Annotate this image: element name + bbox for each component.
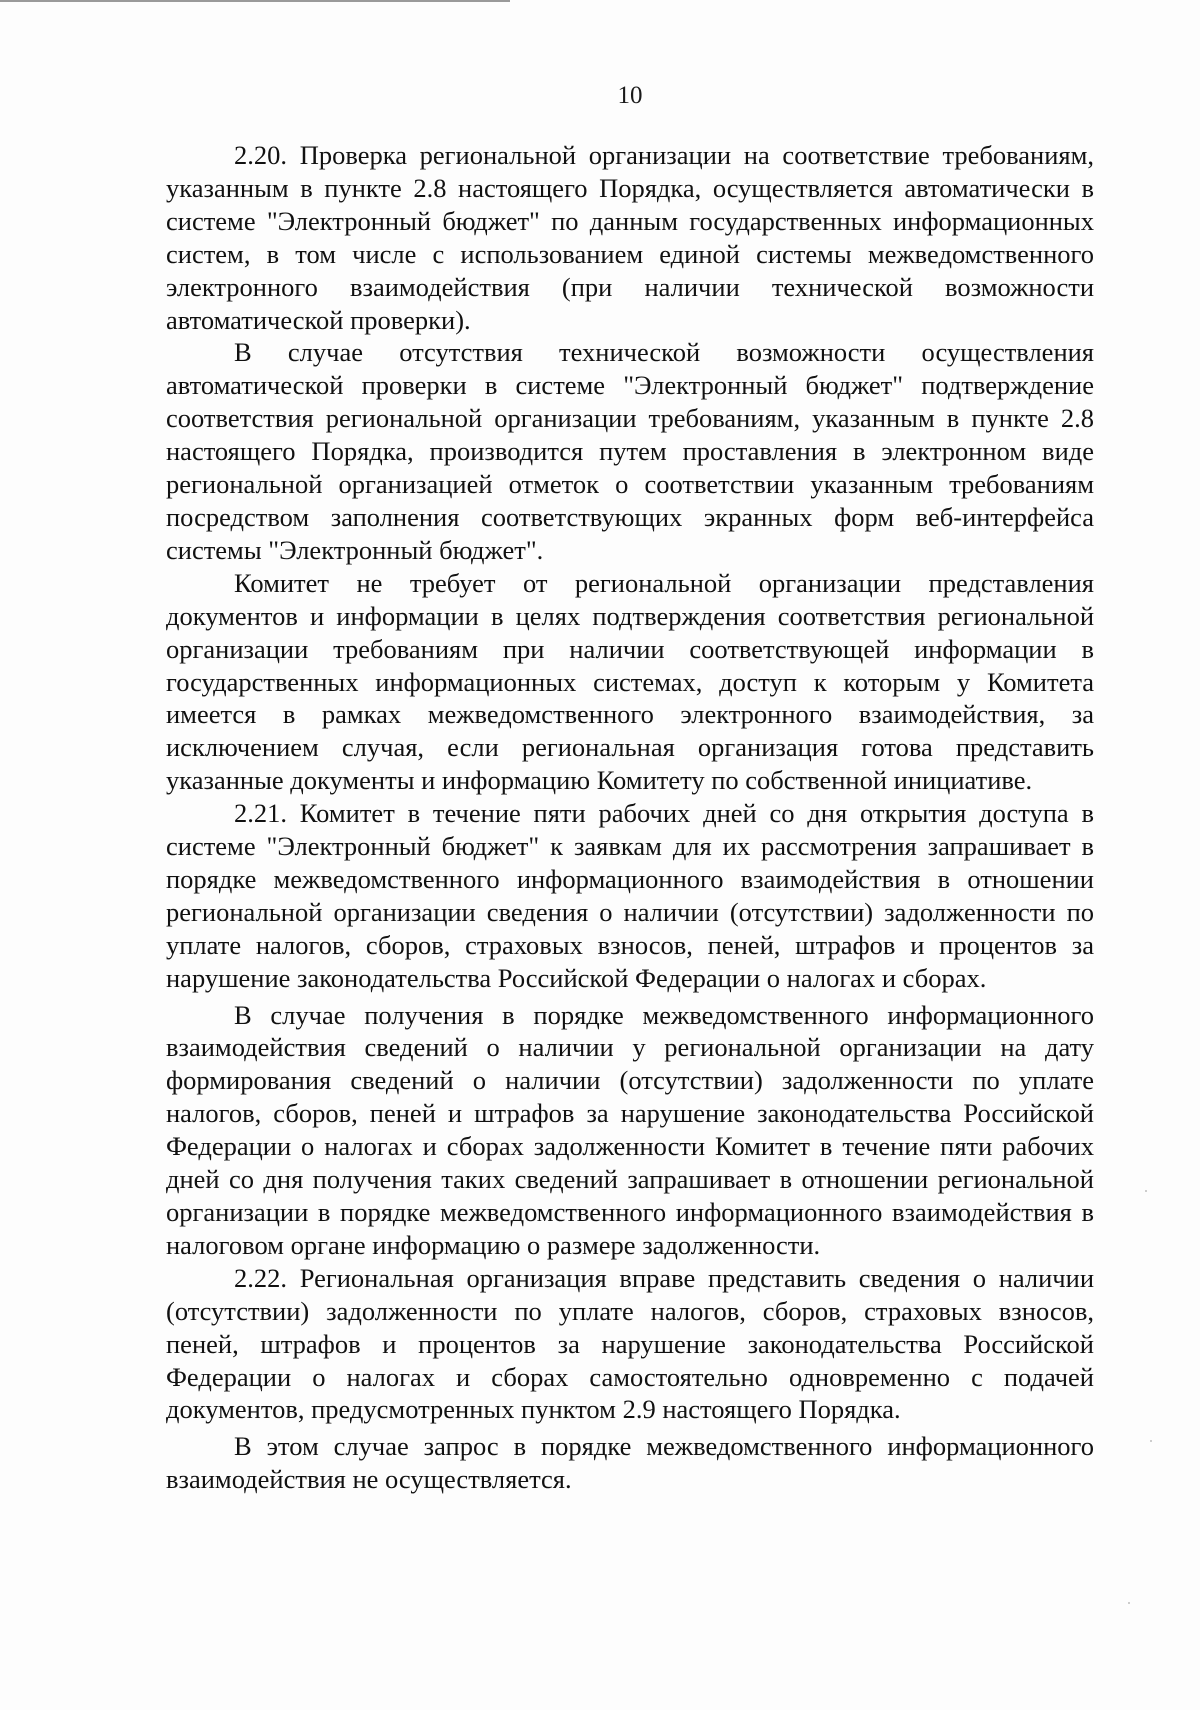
paragraph-2-20: 2.20. Проверка региональной организации на соответствие требованиям, указанным в пункте 2.8 настоящего Порядка, осуществляется автоматически в системе "Электронный бюджет" по данным государственных информационных систем, в том числе с использованием единой системы межведомственного электронного взаимодействия (при наличии технической возможности автоматической проверки). — [166, 140, 1094, 335]
scan-speck — [1145, 1190, 1147, 1192]
scan-edge-line — [0, 0, 510, 2]
page-number: 10 — [617, 82, 643, 109]
paragraph-committee-does-not-require: Комитет не требует от региональной организации представления документов и информации в целях подтверждения соответствия региональной организации требованиям при наличии соответствующей информации в государственных информационных системах, доступ к которым у Комитета имеется в рамках межведомственного электронного взаимодействия, за исключением случая, если региональная организация готова представить указанные документы и информацию Комитету по собственной инициативе. — [166, 567, 1094, 796]
paragraph-2-21: 2.21. Комитет в течение пяти рабочих дней со дня открытия доступа в системе "Электронный бюджет" к заявкам для их рассмотрения запрашивает в порядке межведомственного информационного взаимодействия в отношении региональной организации сведения о наличии (отсутствии) задолженности по уплате налогов, сборов, страховых взносов, пеней, штрафов и процентов за нарушение законодательства Российской Федерации о налогах и сборах. — [166, 798, 1094, 993]
paragraph-no-technical-possibility: В случае отсутствия технической возможности осуществления автоматической проверки в системе "Электронный бюджет" подтверждение соответствия региональной организации требованиям, указанным в пункте 2.8 настоящего Порядка, производится путем проставления в электронном виде региональной организацией отметок о соответствии указанным требованиям посредством заполнения соответствующих экранных форм веб-интерфейса системы "Электронный бюджет". — [166, 337, 1094, 565]
document-body — [166, 139, 1094, 1496]
paragraph-debt-information: В случае получения в порядке межведомственного информационного взаимодействия сведений о наличии у региональной организации на дату формирования сведений о наличии (отсутствии) задолженности по уплате налогов, сборов, пеней и штрафов за нарушение законодательства Российской Федерации о налогах и сборах задолженности Комитет в течение пяти рабочих дней со дня получения таких сведений запрашивает в отношении региональной организации в порядке межведомственного информационного взаимодействия в налоговом органе информацию о размере задолженности. — [166, 999, 1094, 1260]
scan-speck — [1128, 1602, 1130, 1604]
paragraph-request-not-performed: В этом случае запрос в порядке межведомственного информационного взаимодействия не осуществляется. — [166, 1431, 1094, 1495]
paragraph-2-22: 2.22. Региональная организация вправе представить сведения о наличии (отсутствии) задолженности по уплате налогов, сборов, страховых взносов, пеней, штрафов и процентов за нарушение законодательства Российской Федерации о налогах и сборах самостоятельно одновременно с подачей документов, предусмотренных пунктом 2.9 настоящего Порядка. — [166, 1262, 1094, 1425]
scan-speck — [1150, 1440, 1152, 1442]
